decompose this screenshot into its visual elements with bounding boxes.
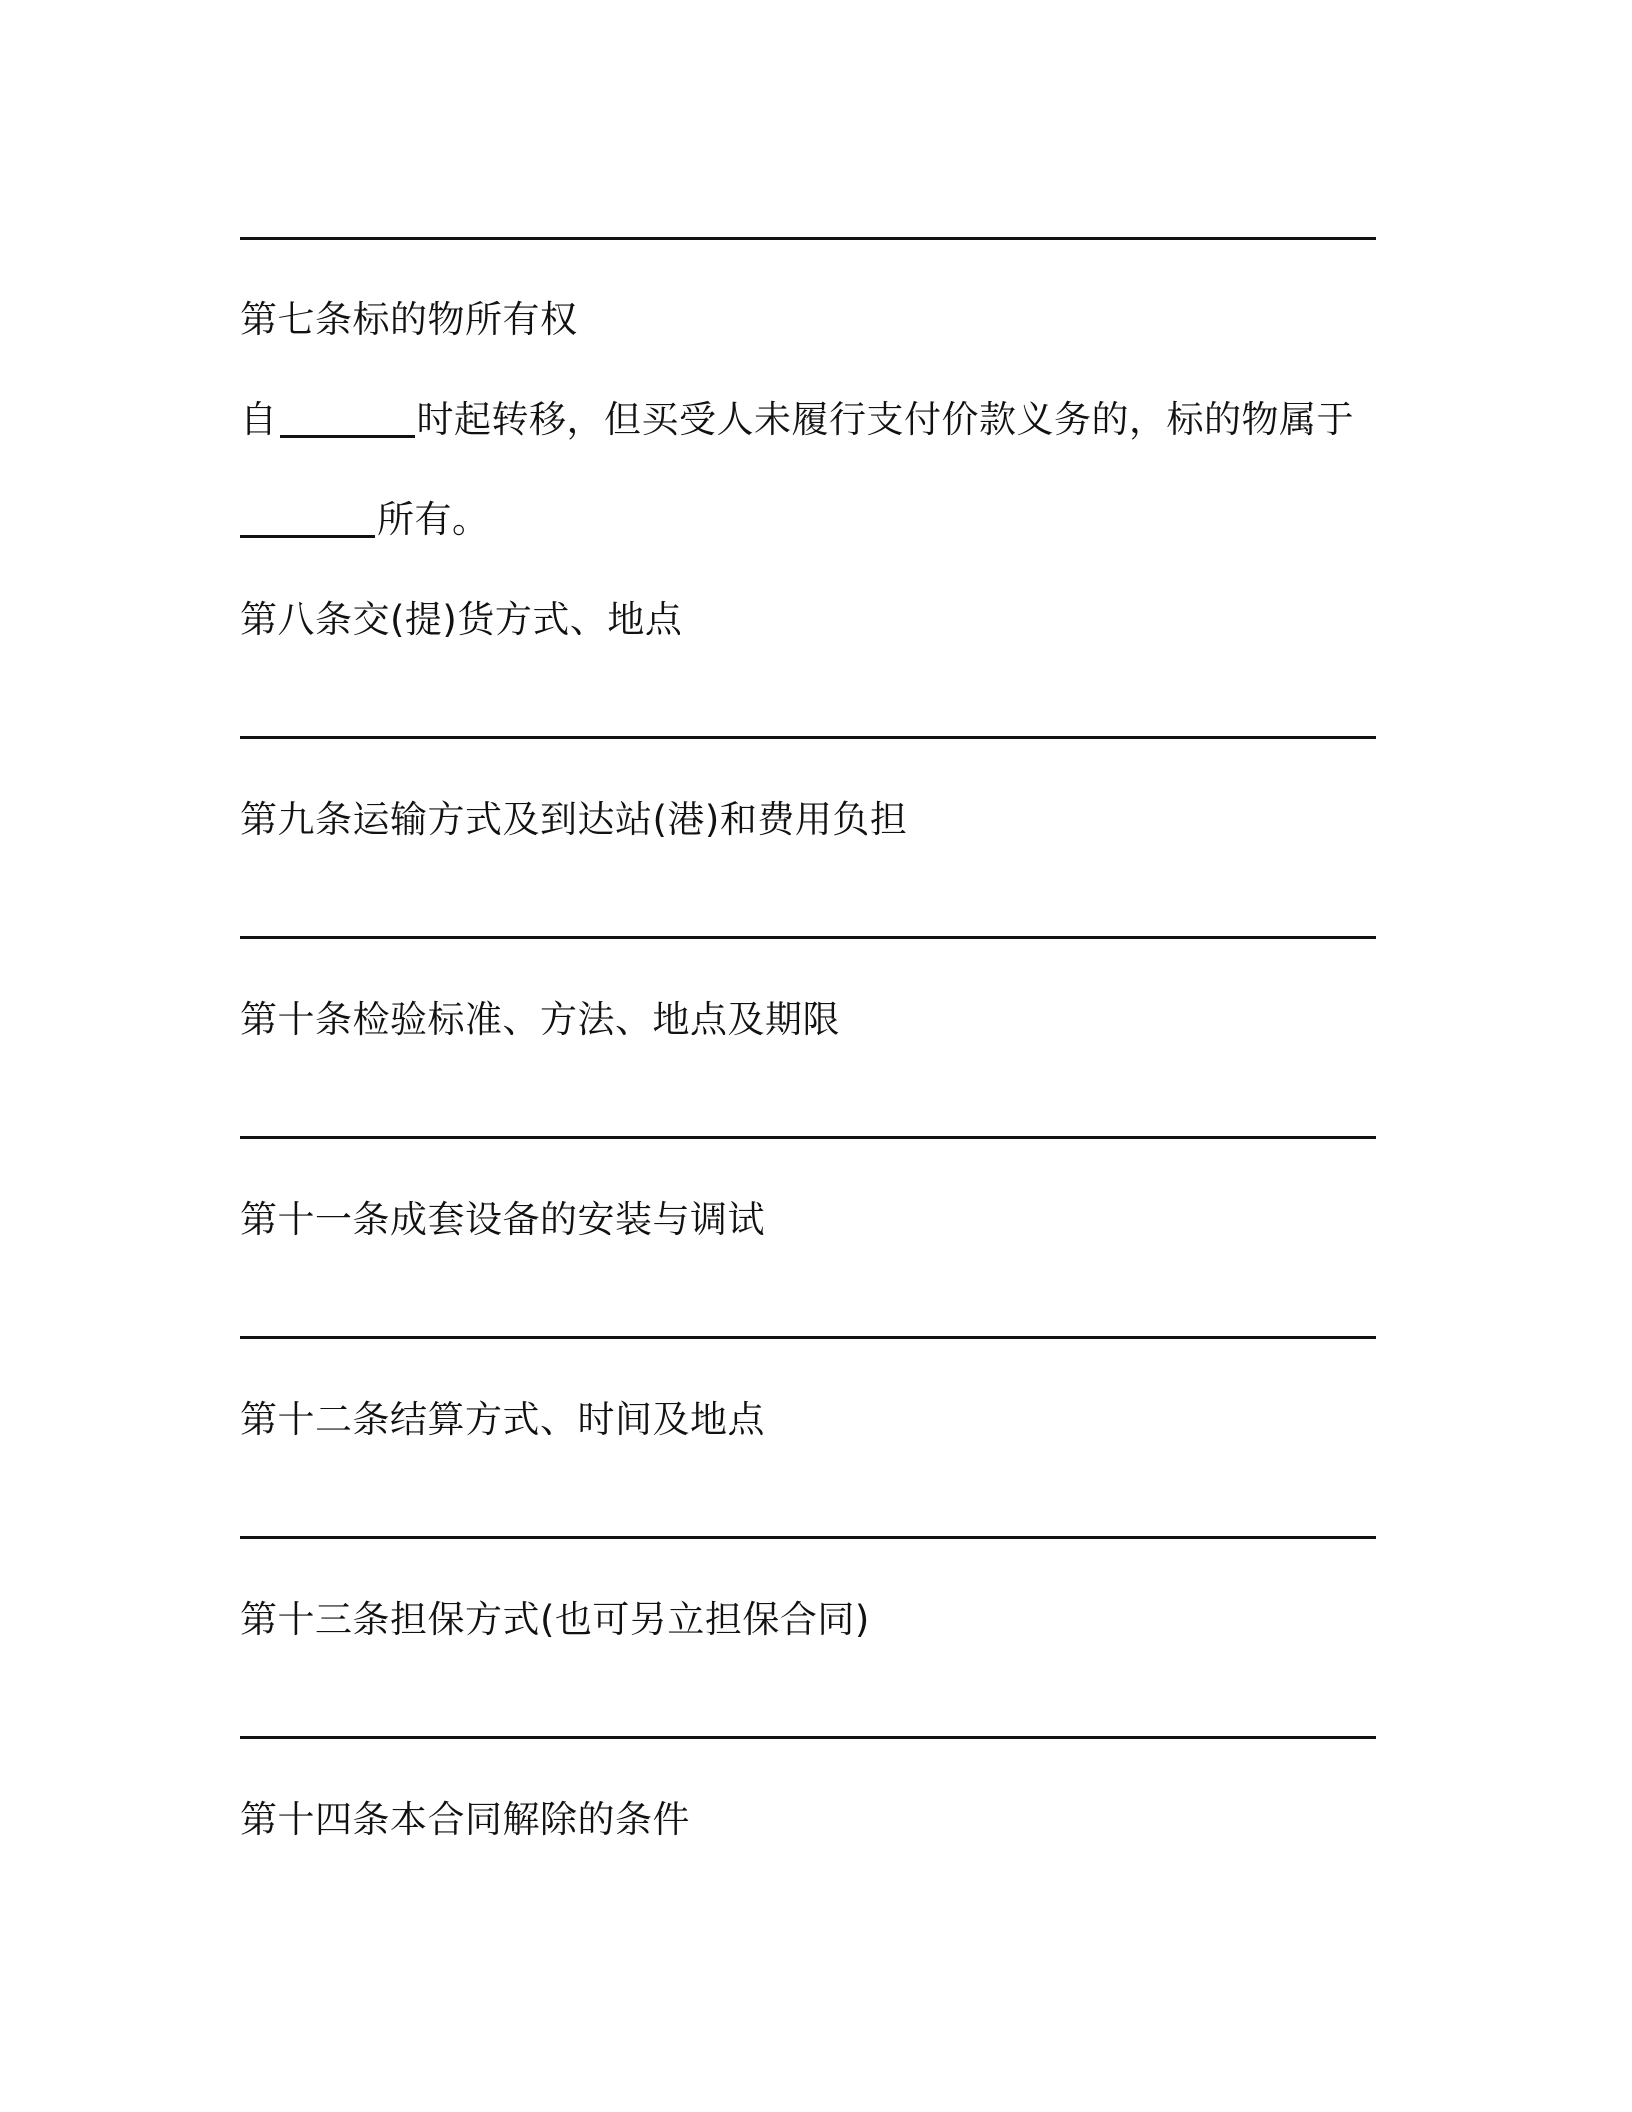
fill-in-line xyxy=(240,1736,1376,1739)
clause-text: 自 xyxy=(240,398,278,441)
section-heading-11: 第十一条成套设备的安装与调试 xyxy=(240,1198,765,1241)
fill-in-line xyxy=(240,1136,1376,1139)
fill-in-line xyxy=(240,936,1376,939)
ownership-clause-line-2 xyxy=(240,496,490,544)
blank-field xyxy=(240,535,375,538)
section-heading-10: 第十条检验标准、方法、地点及期限 xyxy=(240,998,840,1041)
ownership-clause-line-1 xyxy=(240,396,1354,444)
fill-in-line xyxy=(240,736,1376,739)
fill-in-line xyxy=(240,1336,1376,1339)
clause-text: 时起转移，但买受人未履行支付价款义务的，标的物属于 xyxy=(416,398,1354,441)
section-heading-8: 第八条交(提)货方式、地点 xyxy=(240,598,683,641)
section-heading-14: 第十四条本合同解除的条件 xyxy=(240,1798,690,1841)
clause-text: 所有。 xyxy=(377,498,490,541)
fill-in-line xyxy=(240,237,1376,240)
blank-field xyxy=(280,435,415,438)
section-heading-7: 第七条标的物所有权 xyxy=(240,298,578,341)
section-heading-13: 第十三条担保方式(也可另立担保合同) xyxy=(240,1598,870,1641)
section-heading-12: 第十二条结算方式、时间及地点 xyxy=(240,1398,765,1441)
section-heading-9: 第九条运输方式及到达站(港)和费用负担 xyxy=(240,798,908,841)
fill-in-line xyxy=(240,1536,1376,1539)
